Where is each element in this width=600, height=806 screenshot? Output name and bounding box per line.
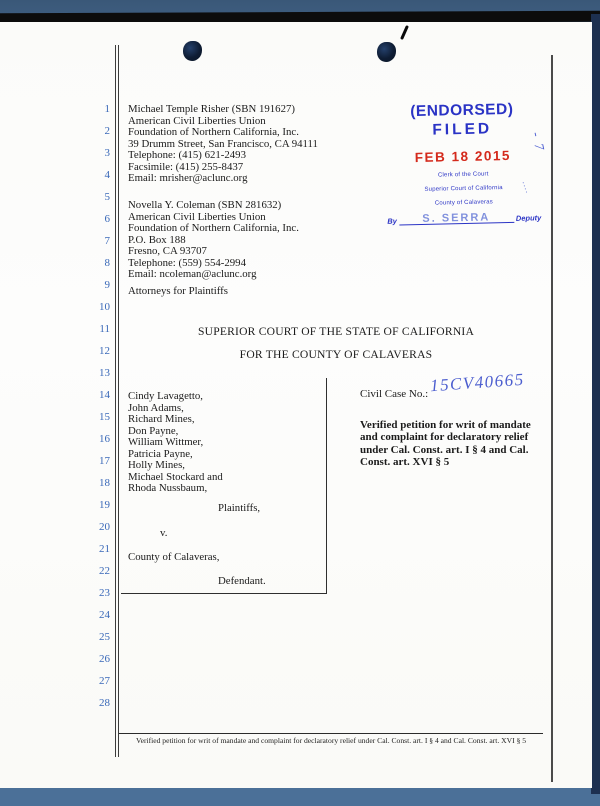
case-number-handwritten: 15CV40665	[429, 369, 526, 396]
line-number: 2	[104, 125, 110, 137]
deputy-signature: S. SERRA	[422, 211, 491, 225]
plaintiff-name: Don Payne,	[128, 424, 179, 437]
plaintiff-name: Cindy Lavagetto,	[128, 390, 203, 402]
line-number: 17	[99, 455, 110, 467]
document-title	[360, 419, 560, 469]
line-number: 28	[99, 697, 110, 709]
court-county-title: FOR THE COUNTY OF CALAVERAS	[239, 348, 433, 361]
line-number: 4	[104, 169, 110, 181]
attorney-block-risher	[128, 104, 318, 185]
attorney-info-line: Foundation of Northern California, Inc.	[128, 126, 299, 138]
attorney-info-line: Novella Y. Coleman (SBN 281632)	[128, 199, 282, 211]
plaintiff-name-list	[128, 391, 223, 495]
line-number: 19	[99, 499, 110, 511]
line-number: 9	[104, 279, 110, 291]
line-number: 26	[99, 653, 110, 665]
line-number: 27	[99, 675, 110, 687]
line-number: 5	[104, 191, 110, 203]
attorney-info-line: Email: ncoleman@aclunc.org	[128, 268, 257, 280]
plaintiff-name: Michael Stockard and	[128, 470, 223, 483]
line-number: 15	[99, 411, 110, 423]
attorney-info-line: American Civil Liberties Union	[128, 210, 266, 223]
caption-box-bottom-rule	[121, 593, 327, 594]
line-number: 3	[104, 147, 110, 159]
footer-title-text: Verified petition for writ of mandate and complaint for declaratory relief under Cal. Const. art. I § 4 and Cal. Const. art. XVI § 5	[135, 736, 527, 745]
document-title-line: under Cal. Const. art. I § 4 and Cal.	[360, 443, 529, 456]
attorney-info-line: P.O. Box 188	[128, 233, 186, 246]
stamp-clerk-line3: County of Calaveras	[434, 199, 494, 207]
line-number: 21	[99, 543, 110, 555]
attorney-info-line: Fresno, CA 93707	[128, 245, 207, 257]
attorneys-for-label: Attorneys for Plaintiffs	[128, 285, 228, 297]
left-margin-rule-outer	[115, 45, 116, 757]
caption-box-right-rule	[326, 378, 327, 594]
defendant-label: Defendant.	[218, 575, 266, 587]
stamp-endorsed-text: (ENDORSED)	[410, 100, 514, 121]
line-number: 18	[99, 477, 110, 489]
margin-scribble-mark: - 7	[529, 130, 548, 154]
defendant-name: County of Calaveras,	[128, 551, 220, 563]
plaintiff-name: Holly Mines,	[128, 459, 185, 471]
attorney-info-line: Michael Temple Risher (SBN 191627)	[128, 103, 295, 115]
stamp-filed-text: FILED	[432, 120, 493, 139]
line-number: 25	[99, 631, 110, 643]
plaintiff-name: John Adams,	[128, 401, 184, 414]
stamp-clerk-line1: Clerk of the Court	[437, 171, 489, 179]
attorney-block-coleman	[128, 200, 299, 281]
line-number: 14	[99, 389, 110, 401]
footer-rule	[119, 733, 543, 734]
line-number: 20	[99, 521, 110, 533]
plaintiffs-label: Plaintiffs,	[218, 502, 261, 514]
stamp-by-label: By	[387, 216, 397, 226]
filed-stamp	[385, 100, 542, 225]
pleading-page	[0, 22, 592, 788]
document-title-line: Verified petition for writ of mandate	[360, 419, 531, 431]
plaintiff-name: Patricia Payne,	[128, 447, 193, 460]
attorney-info-line: Foundation of Northern California, Inc.	[128, 222, 299, 234]
line-number: 10	[99, 301, 110, 313]
case-number-label: Civil Case No.:	[360, 388, 429, 400]
line-number: 6	[104, 213, 110, 225]
line-number: 24	[99, 609, 110, 621]
stamp-date: FEB 18 2015	[414, 147, 512, 166]
court-title: SUPERIOR COURT OF THE STATE OF CALIFORNIA	[197, 325, 475, 338]
stamp-clerk-line2: Superior Court of California	[424, 185, 503, 193]
plaintiff-name: Richard Mines,	[128, 413, 195, 425]
attorney-info-line: Facsimile: (415) 255-8437	[128, 160, 244, 173]
line-number: 1	[104, 103, 110, 115]
stamp-by-line	[387, 209, 541, 225]
line-number: 13	[99, 367, 110, 379]
plaintiff-name: Rhoda Nussbaum,	[128, 482, 208, 494]
line-number: 12	[99, 345, 110, 357]
stamp-signature-line	[399, 210, 514, 226]
line-number: 16	[99, 433, 110, 445]
line-number: 7	[104, 235, 110, 247]
line-number-column	[84, 103, 110, 719]
attorney-info-line: Email: mrisher@aclunc.org	[128, 172, 248, 184]
scan-right-edge	[591, 14, 600, 794]
attorney-info-line: 39 Drumm Street, San Francisco, CA 94111	[128, 137, 318, 150]
document-title-line: Const. art. XVI § 5	[360, 456, 450, 469]
plaintiff-name: William Wittmer,	[128, 436, 204, 448]
left-margin-rule-inner	[118, 45, 119, 757]
attorney-info-line: Telephone: (559) 554-2994	[128, 256, 246, 269]
line-number: 8	[104, 257, 110, 269]
attorney-info-line: Telephone: (415) 621-2493	[128, 149, 246, 161]
margin-scribble-dots: ....	[520, 179, 535, 195]
line-number: 23	[99, 587, 110, 599]
document-title-line: and complaint for declaratory relief	[360, 431, 529, 444]
versus-label: v.	[160, 527, 168, 539]
stamp-deputy-label: Deputy	[515, 213, 542, 223]
line-number: 11	[99, 323, 110, 335]
line-number: 22	[99, 565, 110, 577]
attorney-info-line: American Civil Liberties Union	[128, 114, 266, 127]
